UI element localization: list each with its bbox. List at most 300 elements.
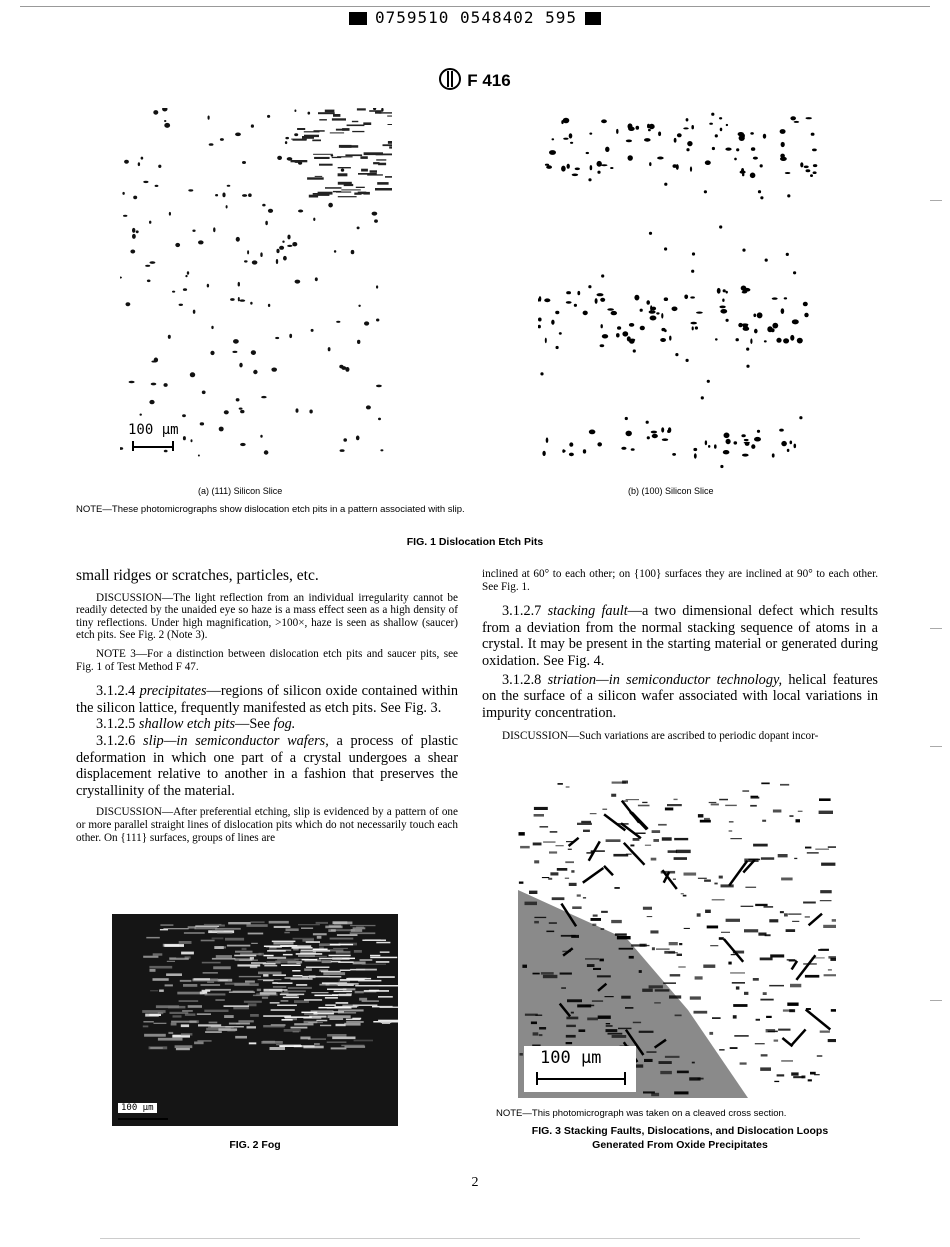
texture-mark — [234, 983, 258, 986]
bar-mark-left — [349, 12, 367, 25]
texture-mark — [280, 994, 304, 996]
texture-mark — [210, 351, 214, 355]
texture-mark — [789, 815, 793, 817]
texture-mark — [652, 947, 655, 950]
texture-mark — [606, 839, 621, 842]
definition-term: striation—in semiconductor technology, — [547, 671, 783, 688]
texture-mark — [325, 997, 338, 999]
texture-mark — [329, 1018, 343, 1020]
texture-mark — [571, 1012, 574, 1014]
texture-mark — [140, 414, 142, 416]
texture-mark — [577, 291, 580, 295]
texture-mark — [661, 313, 663, 319]
texture-mark — [201, 940, 215, 942]
texture-mark — [729, 830, 733, 831]
texture-mark — [274, 926, 291, 928]
texture-mark — [345, 154, 362, 156]
fog-image — [112, 914, 398, 1126]
texture-mark — [695, 326, 698, 329]
texture-mark — [703, 965, 715, 968]
texture-mark — [133, 196, 137, 200]
texture-mark — [781, 308, 785, 314]
texture-mark — [731, 954, 736, 955]
texture-mark — [323, 972, 345, 975]
texture-mark — [644, 138, 651, 142]
texture-mark — [597, 293, 604, 296]
texture-mark — [164, 383, 168, 387]
texture-mark — [230, 298, 235, 301]
texture-mark — [273, 942, 293, 944]
texture-mark — [334, 991, 353, 993]
texture-mark — [352, 1018, 361, 1020]
texture-mark — [725, 148, 731, 151]
texture-mark — [209, 143, 214, 146]
texture-mark — [272, 941, 296, 943]
texture-mark — [691, 270, 694, 273]
texture-mark — [830, 958, 836, 961]
texture-mark — [329, 955, 351, 957]
texture-mark — [331, 1047, 347, 1049]
texture-mark — [319, 958, 342, 960]
texture-mark — [709, 1032, 713, 1035]
texture-mark — [665, 1056, 680, 1058]
texture-mark — [291, 160, 308, 162]
texture-mark — [336, 951, 351, 954]
texture-mark — [164, 120, 166, 122]
texture-mark — [215, 194, 218, 196]
texture-mark — [674, 838, 688, 840]
fig1-panel-a-caption: (a) (111) Silicon Slice — [198, 486, 283, 496]
texture-mark — [642, 802, 647, 803]
texture-mark — [229, 1023, 250, 1025]
texture-mark — [543, 975, 558, 978]
texture-mark — [325, 926, 342, 929]
definition-reference: fog. — [273, 716, 296, 733]
texture-mark — [333, 948, 348, 949]
texture-mark — [167, 961, 175, 962]
texture-mark — [729, 821, 734, 822]
texture-mark — [674, 1091, 688, 1094]
texture-mark — [828, 846, 836, 848]
texture-mark — [215, 999, 224, 1001]
texture-mark — [790, 441, 793, 445]
texture-mark — [363, 122, 371, 125]
texture-mark — [600, 298, 605, 302]
texture-mark — [364, 990, 389, 992]
texture-mark — [566, 1017, 578, 1020]
texture-mark — [569, 883, 577, 886]
texture-mark — [542, 877, 549, 878]
texture-mark — [633, 1022, 641, 1024]
texture-mark — [313, 218, 315, 221]
texture-mark — [746, 365, 749, 368]
texture-mark — [327, 989, 346, 991]
texture-mark — [238, 1020, 253, 1022]
texture-mark — [804, 313, 808, 318]
texture-mark — [617, 936, 631, 939]
texture-mark — [145, 265, 150, 267]
texture-mark — [667, 430, 670, 433]
texture-mark — [214, 946, 224, 949]
texture-mark — [720, 309, 727, 314]
discussion-slip-continued: inclined at 60° to each other; on {100} surfaces they are inclined at 90° to each other. See Fig. 1. — [482, 568, 878, 593]
texture-mark — [551, 320, 554, 325]
texture-mark — [588, 285, 591, 288]
texture-mark — [250, 1014, 259, 1017]
definition-text: , a process of plastic deformation in which one part of a crystal undergoes a shear displacement relative to another in a fashion that preserves the crystallinity of the material. — [76, 732, 459, 799]
texture-mark — [639, 970, 642, 973]
texture-mark — [765, 259, 768, 262]
texture-mark — [818, 949, 829, 951]
texture-mark — [566, 1025, 576, 1027]
texture-mark — [663, 982, 676, 984]
texture-mark — [328, 203, 333, 208]
texture-mark — [218, 979, 233, 982]
texture-mark — [520, 846, 530, 849]
texture-mark — [611, 311, 617, 315]
texture-mark — [351, 929, 363, 932]
fig1-panel-b-photo — [538, 108, 820, 474]
texture-mark — [179, 1000, 199, 1002]
texture-mark — [198, 240, 204, 244]
texture-mark — [785, 172, 791, 174]
texture-mark — [304, 999, 322, 1001]
texture-mark — [820, 900, 832, 901]
texture-mark — [155, 185, 159, 187]
texture-mark — [181, 1033, 193, 1036]
texture-mark — [252, 260, 258, 264]
texture-mark — [283, 954, 293, 956]
texture-mark — [668, 850, 677, 853]
texture-mark — [336, 129, 345, 131]
texture-mark — [758, 190, 761, 193]
texture-mark — [805, 916, 810, 917]
texture-mark — [158, 165, 161, 168]
texture-mark — [205, 993, 226, 995]
texture-mark — [726, 124, 728, 126]
texture-mark — [753, 844, 768, 847]
texture-mark — [726, 919, 740, 922]
texture-mark — [201, 985, 221, 986]
fig3-scale-tick-left — [536, 1072, 538, 1085]
texture-mark — [742, 454, 749, 457]
texture-mark — [601, 164, 608, 166]
texture-mark — [207, 982, 214, 983]
texture-mark — [306, 967, 330, 969]
texture-mark — [710, 945, 718, 946]
texture-mark — [264, 955, 274, 957]
texture-mark — [168, 1032, 173, 1034]
texture-mark — [572, 174, 578, 177]
fig1-note: NOTE—These photomicrographs show dislocation etch pits in a pattern associated with slip. — [76, 504, 465, 515]
texture-mark — [684, 928, 690, 929]
texture-mark — [294, 133, 298, 136]
texture-mark — [611, 920, 622, 923]
texture-mark — [159, 990, 164, 992]
texture-mark — [216, 955, 232, 958]
texture-mark — [565, 861, 574, 863]
texture-mark — [143, 1026, 149, 1028]
texture-mark — [546, 437, 549, 443]
texture-mark — [318, 1007, 342, 1009]
texture-mark — [328, 929, 336, 932]
texture-mark — [264, 965, 277, 967]
texture-mark — [202, 391, 206, 395]
texture-mark — [606, 1023, 610, 1024]
texture-mark — [793, 271, 796, 274]
texture-mark — [248, 193, 252, 197]
texture-mark — [360, 156, 367, 159]
texture-mark — [354, 1040, 373, 1042]
fig3-scale-tick-right — [624, 1072, 626, 1085]
texture-mark — [357, 108, 366, 110]
definition-number: 3.1.2.5 — [96, 716, 136, 733]
texture-mark — [753, 314, 756, 318]
texture-mark — [376, 159, 386, 160]
texture-mark — [341, 169, 344, 172]
texture-mark — [374, 219, 378, 222]
texture-mark — [806, 1010, 831, 1030]
texture-mark — [571, 870, 574, 873]
texture-mark — [164, 450, 168, 453]
texture-mark — [626, 140, 632, 143]
texture-mark — [202, 962, 221, 964]
texture-mark — [757, 312, 763, 318]
texture-mark — [672, 453, 676, 456]
discussion-striation: DISCUSSION—Such variations are ascribed to periodic dopant incor- — [502, 730, 819, 743]
texture-mark — [150, 969, 156, 972]
texture-mark — [606, 1029, 618, 1032]
texture-mark — [744, 439, 749, 441]
texture-mark — [539, 1034, 543, 1036]
texture-mark — [664, 951, 675, 954]
texture-mark — [741, 906, 754, 907]
texture-mark — [333, 114, 340, 117]
texture-mark — [334, 922, 352, 925]
texture-mark — [153, 953, 163, 955]
texture-mark — [585, 958, 599, 959]
texture-mark — [346, 1021, 364, 1023]
texture-mark — [764, 906, 774, 907]
texture-mark — [638, 805, 650, 807]
texture-mark — [670, 974, 681, 976]
texture-mark — [784, 297, 787, 299]
definition-3124 — [76, 683, 458, 716]
texture-mark — [734, 1035, 748, 1037]
texture-mark — [263, 974, 268, 977]
texture-mark — [248, 933, 264, 935]
texture-mark — [313, 933, 327, 935]
texture-mark — [520, 1053, 523, 1056]
texture-mark — [593, 968, 601, 970]
texture-mark — [698, 1078, 704, 1080]
texture-mark — [719, 117, 722, 119]
texture-mark — [693, 448, 697, 451]
texture-mark — [673, 164, 677, 168]
texture-mark — [330, 944, 353, 946]
texture-mark — [344, 1023, 360, 1026]
texture-mark — [751, 796, 759, 798]
texture-mark — [714, 883, 717, 885]
texture-mark — [317, 195, 329, 196]
texture-mark — [558, 783, 563, 785]
texture-mark — [245, 981, 255, 983]
texture-mark — [701, 396, 704, 399]
discussion-slip: DISCUSSION—After preferential etching, slip is evidenced by a pattern of one or more parallel straight lines of dislocation pits which do not necessarily touch each other. On {111} surfaces, groups of lines are — [76, 806, 458, 844]
texture-mark — [569, 453, 574, 457]
texture-mark — [556, 845, 564, 846]
texture-mark — [336, 321, 340, 323]
texture-mark — [296, 953, 323, 955]
texture-mark — [659, 1061, 672, 1064]
texture-mark — [751, 444, 755, 449]
texture-mark — [806, 169, 811, 172]
texture-mark — [566, 787, 570, 788]
texture-mark — [772, 297, 778, 299]
texture-mark — [169, 958, 189, 960]
texture-mark — [271, 1009, 295, 1011]
texture-mark — [679, 943, 682, 945]
texture-mark — [356, 436, 360, 441]
texture-mark — [694, 1011, 708, 1014]
left-column — [76, 568, 458, 844]
texture-mark — [631, 448, 635, 451]
texture-mark — [592, 1001, 603, 1002]
texture-mark — [176, 1048, 190, 1050]
texture-mark — [549, 150, 556, 155]
texture-mark — [283, 256, 287, 261]
texture-mark — [824, 974, 836, 976]
fig3-title-line1: FIG. 3 Stacking Faults, Dislocations, and Dislocation Loops — [531, 1125, 829, 1137]
texture-mark — [760, 999, 773, 1001]
texture-mark — [242, 948, 247, 950]
texture-mark — [319, 164, 333, 166]
texture-mark — [227, 185, 231, 187]
texture-mark — [338, 173, 348, 176]
texture-mark — [794, 121, 800, 123]
texture-mark — [260, 252, 262, 257]
texture-mark — [325, 1004, 336, 1006]
texture-mark — [820, 1031, 830, 1033]
texture-mark — [238, 297, 240, 301]
texture-mark — [776, 338, 781, 343]
fig1-title: FIG. 1 Dislocation Etch Pits — [406, 536, 544, 548]
texture-mark — [790, 116, 796, 120]
texture-mark — [321, 971, 341, 973]
texture-mark — [754, 329, 758, 334]
texture-mark — [612, 1035, 627, 1038]
texture-mark — [683, 895, 687, 897]
texture-mark — [126, 302, 131, 306]
texture-mark — [158, 1038, 183, 1041]
texture-mark — [338, 961, 353, 963]
definition-term: stacking fault — [547, 603, 628, 620]
texture-mark — [616, 333, 620, 337]
texture-mark — [375, 188, 392, 191]
texture-mark — [183, 288, 187, 291]
texture-mark — [751, 147, 755, 151]
texture-mark — [601, 911, 608, 913]
texture-mark — [311, 329, 314, 332]
texture-mark — [719, 799, 728, 801]
texture-mark — [383, 144, 393, 146]
texture-mark — [242, 161, 246, 164]
texture-mark — [736, 148, 739, 151]
texture-mark — [724, 939, 743, 962]
texture-mark — [704, 818, 710, 821]
texture-mark — [327, 1042, 347, 1043]
texture-mark — [132, 228, 135, 233]
texture-mark — [604, 866, 613, 875]
texture-mark — [291, 978, 313, 980]
texture-mark — [626, 854, 632, 855]
texture-mark — [239, 976, 261, 977]
texture-mark — [389, 146, 392, 148]
texture-mark — [296, 963, 300, 964]
texture-mark — [786, 253, 789, 256]
texture-mark — [388, 141, 392, 144]
texture-mark — [745, 887, 756, 888]
texture-mark — [185, 1013, 196, 1016]
texture-mark — [304, 1021, 318, 1023]
texture-mark — [733, 1015, 737, 1018]
texture-mark — [267, 115, 270, 118]
texture-mark — [686, 148, 689, 151]
texture-mark — [162, 108, 167, 112]
texture-mark — [646, 1051, 656, 1052]
texture-mark — [279, 1045, 301, 1047]
texture-mark — [649, 310, 656, 313]
texture-mark — [781, 1060, 793, 1061]
texture-mark — [165, 984, 173, 986]
texture-mark — [275, 337, 279, 339]
texture-mark — [796, 819, 801, 822]
texture-mark — [563, 138, 568, 140]
texture-mark — [633, 349, 636, 352]
texture-mark — [583, 868, 604, 883]
texture-mark — [179, 304, 183, 306]
texture-mark — [519, 882, 524, 884]
texture-mark — [832, 919, 836, 922]
texture-mark — [143, 181, 148, 183]
texture-mark — [364, 321, 369, 325]
texture-mark — [611, 794, 616, 797]
texture-mark — [179, 941, 192, 944]
texture-mark — [175, 1045, 193, 1048]
texture-mark — [634, 295, 639, 301]
texture-mark — [773, 810, 782, 813]
texture-mark — [224, 410, 229, 414]
texture-mark — [724, 433, 730, 439]
texture-mark — [357, 227, 360, 230]
texture-mark — [813, 171, 817, 174]
texture-mark — [247, 250, 249, 254]
texture-mark — [273, 986, 286, 987]
texture-mark — [715, 134, 718, 137]
texture-mark — [141, 157, 144, 160]
texture-mark — [338, 196, 357, 197]
standard-designation: F 416 — [467, 71, 511, 90]
texture-mark — [235, 951, 253, 953]
texture-mark — [799, 416, 802, 419]
texture-mark — [597, 171, 600, 174]
texture-mark — [277, 959, 299, 961]
texture-mark — [787, 194, 790, 197]
texture-mark — [281, 992, 289, 993]
texture-mark — [790, 984, 801, 988]
texture-mark — [253, 370, 257, 374]
texture-mark — [604, 814, 625, 830]
